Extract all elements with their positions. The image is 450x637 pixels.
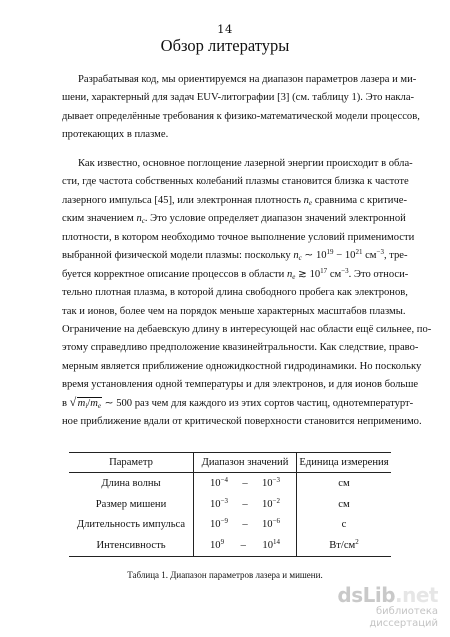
unit-cell: $Вт/см^2$ [297, 535, 392, 556]
table-header-cell: Единица измерения [297, 453, 392, 473]
watermark-logo: dsLib.net [337, 583, 438, 607]
text-line: Как известно, основное поглощение лазерной энергии происходит в обла- [78, 158, 413, 169]
text-line: шени, характерный для задач EUV-литографии [3] (см. таблицу 1). Это накла- [62, 92, 415, 104]
range-cell: $10^{-9}$ – $10^{-6}$ [194, 515, 297, 536]
section-title: Обзор литературы [160, 36, 290, 55]
text-line: буется корректное описание процессов в области $n_e$ ≳ $10^{17}$ $см^{-3}$. Это относи- [62, 266, 409, 281]
unit-cell: см [297, 494, 392, 515]
table-caption: Таблица 1. Диапазон параметров лазера и мишени. [127, 570, 323, 580]
text-line: ное приближение вдали от критической поверхности становится неприменимо. [62, 416, 422, 428]
unit-cell: с [297, 515, 392, 536]
text-line: сти, где частота собственных колебаний плазмы становится близка к частоте [62, 176, 409, 188]
table-row [69, 494, 391, 515]
text-line: Разрабатывая код, мы ориентируемся на диапазон параметров лазера и ми- [78, 74, 417, 85]
table-row [69, 473, 391, 494]
text-line: ским значением $n_c$. Это условие определяет диапазон значений электронной [62, 213, 406, 226]
page-number: 14 [217, 22, 233, 36]
table-row [69, 535, 391, 556]
text-line: мерным является приближение одножидкостной гидродинамики. Но поскольку [62, 360, 422, 372]
text-line: протекающих в плазме. [62, 129, 169, 141]
table-header-cell: Диапазон значений [194, 453, 297, 473]
text-line: так и ионов, более чем на порядок меньше характерных масштабов плазмы. [62, 305, 406, 317]
watermark[interactable] [320, 584, 438, 630]
text-line: дывает определённые требования к физико-математической модели процессов, [62, 110, 420, 122]
range-cell: $10^9$ – $10^{14}$ [194, 535, 297, 556]
paragraph-absorption [62, 155, 432, 432]
range-cell: $10^{-4}$ – $10^{-3}$ [194, 473, 297, 494]
param-name-cell: Интенсивность [96, 540, 166, 552]
table-row [69, 515, 391, 536]
text-line: в √ $m_i/m_e$ ∼ 500 раз чем для каждого из этих сортов частиц, однотемпературт- [62, 395, 384, 413]
paragraph-intro [62, 71, 420, 145]
watermark-subtitle: библиотека диссертаций [369, 606, 438, 629]
sqrt-expression: √ $m_i/m_e$ [69, 394, 101, 410]
text-line: Ограничение на дебаевскую длину в интересующей нас области ещё сильнее, по- [62, 323, 432, 335]
param-name-cell: Размер мишени [95, 498, 167, 510]
unit-cell: см [297, 473, 392, 494]
table-header-cell: Параметр [69, 453, 194, 473]
text-line: лазерного импульса [45], или электронная плотность $n_e$ сравнима с критиче- [62, 194, 408, 207]
param-name-cell: Длительность импульса [76, 519, 186, 531]
text-line: этому справедливо предположение квазинейтральности. Как следствие, право- [62, 342, 419, 354]
table-header-row [69, 453, 391, 473]
text-line: выбранной физической модели плазмы: поскольку $n_c$ ∼ $10^{19} - 10^{21}$ $см^{-3}$, тре- [62, 248, 408, 263]
text-line: тельно плотная плазма, в которой длина свободного пробега как электронов, [62, 287, 408, 299]
text-line: время установления одной температуры и для электронов, и для ионов больше [62, 379, 419, 391]
range-cell: $10^{-3}$ – $10^{-2}$ [194, 494, 297, 515]
text-line: плотности, в котором необходимо точное выполнение условий применимости [62, 231, 415, 243]
param-name-cell: Длина волны [101, 477, 161, 489]
parameters-table [69, 452, 391, 557]
